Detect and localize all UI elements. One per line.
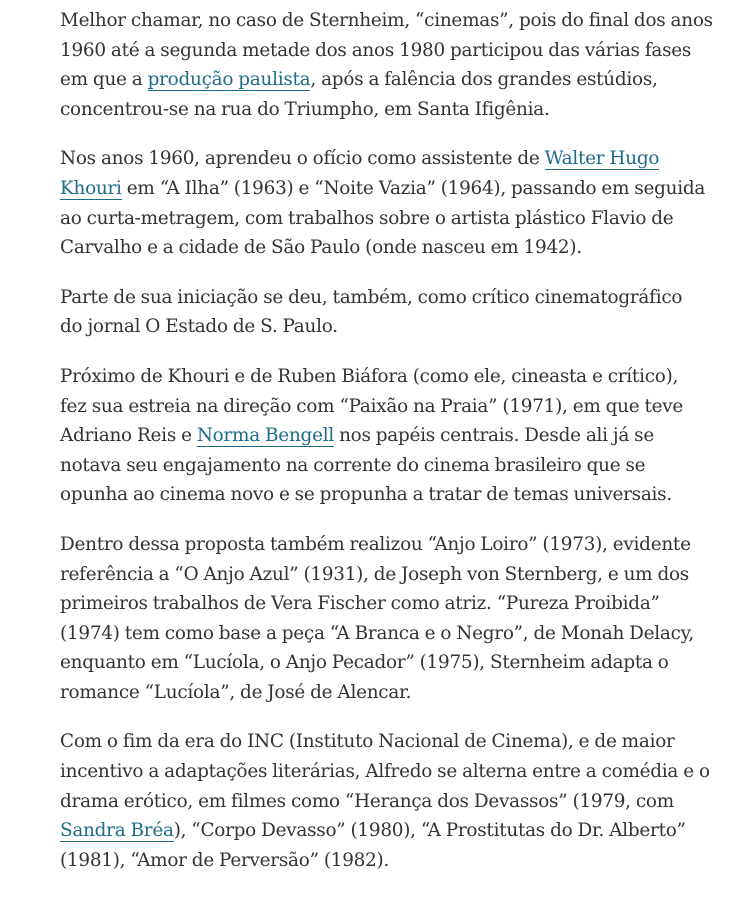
text-segment: Com o fim da era do INC (Instituto Nacional de Cinema), e de maior bbox=[60, 731, 675, 753]
text-segment: referência a “O Anjo Azul” (1931), de Joseph von Sternberg, e um dos bbox=[60, 563, 689, 585]
text-segment: em “A Ilha” (1963) e “Noite Vazia” (1964), passando em seguida bbox=[121, 177, 706, 199]
text-line bbox=[60, 283, 700, 313]
text-line bbox=[60, 560, 700, 590]
text-line bbox=[60, 204, 700, 234]
text-line bbox=[60, 144, 700, 174]
text-segment: enquanto em “Lucíola, o Anjo Pecador” (1975), Sternheim adapta o bbox=[60, 652, 669, 674]
text-line bbox=[60, 65, 700, 95]
text-segment: Adriano Reis e bbox=[60, 425, 197, 447]
text-line bbox=[60, 36, 700, 66]
text-segment: 1960 até a segunda metade dos anos 1980 participou das várias fases bbox=[60, 39, 692, 61]
text-line bbox=[60, 421, 700, 451]
text-segment: Parte de sua iniciação se deu, também, como crítico cinematográfico bbox=[60, 286, 683, 308]
text-segment: concentrou-se na rua do Triumpho, em Santa Ifigênia. bbox=[60, 98, 550, 120]
article-body bbox=[60, 6, 713, 895]
text-segment: drama erótico, em filmes como “Herança dos Devassos” (1979, com bbox=[60, 790, 674, 812]
text-line bbox=[60, 589, 700, 619]
article-paragraph bbox=[60, 283, 700, 342]
text-segment: Melhor chamar, no caso de Sternheim, “cinemas”, pois do final dos anos bbox=[60, 10, 713, 31]
text-line bbox=[60, 362, 700, 392]
text-line bbox=[60, 392, 700, 422]
text-segment: (1974) tem como base a peça “A Branca e o Negro”, de Monah Delacy, bbox=[60, 622, 694, 644]
article-paragraph bbox=[60, 727, 710, 875]
text-line bbox=[60, 451, 700, 481]
text-segment: (1981), “Amor de Perversão” (1982). bbox=[60, 849, 390, 871]
text-line bbox=[60, 727, 700, 757]
text-segment: primeiros trabalhos de Vera Fischer como atriz. “Pureza Proibida” bbox=[60, 593, 660, 615]
text-segment: Próximo de Khouri e de Ruben Biáfora (como ele, cineasta e crítico), bbox=[60, 365, 679, 387]
inline-link[interactable]: Walter Hugo bbox=[544, 148, 660, 170]
text-line bbox=[60, 233, 700, 263]
article-paragraph bbox=[60, 530, 700, 708]
text-segment: Carvalho e a cidade de São Paulo (onde nasceu em 1942). bbox=[60, 237, 582, 259]
text-line bbox=[60, 816, 700, 846]
text-segment: ), “Corpo Devasso” (1980), “A Prostitutas do Dr. Alberto” bbox=[173, 820, 686, 842]
text-segment: romance “Lucíola”, de José de Alencar. bbox=[60, 681, 412, 703]
text-line bbox=[60, 312, 700, 342]
text-line bbox=[60, 95, 700, 125]
inline-link[interactable]: Khouri bbox=[60, 177, 122, 199]
text-line bbox=[60, 174, 706, 204]
article-paragraph bbox=[60, 362, 700, 510]
text-segment: Dentro dessa proposta também realizou “Anjo Loiro” (1973), evidente bbox=[60, 533, 691, 555]
text-segment: opunha ao cinema novo e se propunha a tratar de temas universais. bbox=[60, 484, 672, 506]
inline-link[interactable]: Norma Bengell bbox=[196, 425, 334, 447]
text-line bbox=[60, 619, 700, 649]
text-segment: , após a falência dos grandes estúdios, bbox=[310, 69, 658, 91]
text-line bbox=[60, 846, 700, 876]
text-segment: em que a bbox=[60, 69, 148, 91]
text-line bbox=[60, 648, 700, 678]
text-line bbox=[60, 787, 700, 817]
text-segment: nos papéis centrais. Desde ali já se bbox=[333, 425, 654, 447]
text-segment: ao curta-metragem, com trabalhos sobre o artista plástico Flavio de bbox=[60, 207, 674, 229]
text-line bbox=[60, 678, 700, 708]
text-segment: notava seu engajamento na corrente do cinema brasileiro que se bbox=[60, 454, 646, 476]
inline-link[interactable]: Sandra Bréa bbox=[60, 820, 174, 842]
text-line bbox=[60, 480, 700, 510]
text-line bbox=[60, 757, 710, 787]
text-segment: incentivo a adaptações literárias, Alfredo se alterna entre a comédia e o bbox=[60, 761, 710, 783]
inline-link[interactable]: produção paulista bbox=[147, 69, 311, 91]
text-segment: do jornal O Estado de S. Paulo. bbox=[60, 316, 338, 338]
text-segment: Nos anos 1960, aprendeu o ofício como assistente de bbox=[60, 148, 545, 170]
article-paragraph bbox=[60, 144, 706, 262]
article-paragraph bbox=[60, 6, 713, 124]
text-segment: fez sua estreia na direção com “Paixão na Praia” (1971), em que teve bbox=[60, 395, 684, 417]
text-line bbox=[60, 6, 713, 36]
text-line bbox=[60, 530, 700, 560]
